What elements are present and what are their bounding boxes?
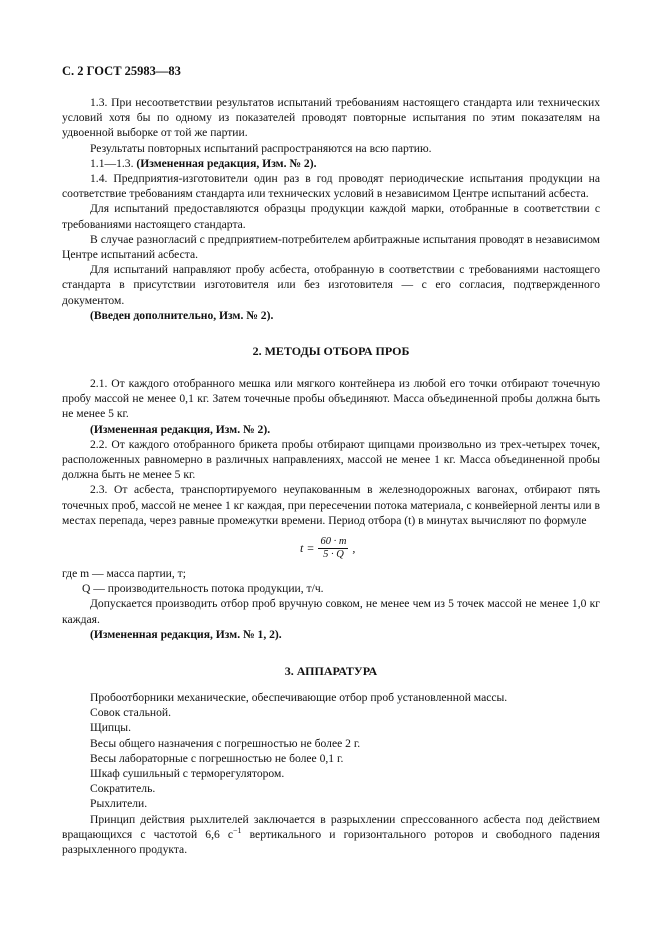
section-3-title: 3. АППАРАТУРА [284,664,378,678]
equipment-item: Шкаф сушильный с терморегулятором. [90,767,285,781]
amendment-note-introduced: (Введен дополнительно, Изм. № 2). [90,308,274,322]
amendment-note-2-1: (Измененная редакция, Изм. № 2). [90,422,271,436]
paragraph-samples: Для испытаний предоставляются образцы продукции каждой марки, отобранные в соответствии с требованиями настоящего стандарта. [62,202,600,231]
equipment-item: Весы лабораторные с погрешностью не более 0,1 г. [90,751,344,765]
paragraph-loosener-principle [62,812,600,858]
equipment-item: Щипцы. [90,721,131,735]
page-header: С. 2 ГОСТ 25983—83 [62,64,181,78]
paragraph-amendment-1 [62,156,600,171]
formula-where-m: где m — масса партии, т; [62,567,186,580]
paragraph-arbitration: В случае разногласий с предприятием-потребителем арбитражные испытания проводят в независимом Центре испытаний асбеста. [62,232,600,262]
principle-text-start: Принцип действия рыхлителей заключается в разрыхлении спрессованного асбеста под действием вращающихся с частотой 6,6 с [62,812,600,841]
paragraph-2-2: 2.2. От каждого отобранного брикета пробы отбирают щипцами произвольно из трех-четырех точек, расположенных равномерно в различных направлениях, массой не менее 1 кг. Масса объединенной пробы должна быть не менее 5 кг. [62,437,600,482]
section-2-body-continued [62,566,600,642]
formula-tail: , [352,540,356,555]
formula-numerator: 60 · m [320,536,347,547]
equipment-item: Весы общего назначения с погрешностью не более 2 г. [90,736,361,750]
formula-lhs: t = [300,540,315,555]
amendment-range: 1.1—1.3. [90,156,134,170]
paragraph-1-3: 1.3. При несоответствии результатов испытаний требованиям настоящего стандарта или технических условий хотя бы по одному из показателей проводят повторные испытания по этим показателям на удвоенной выборке от той же партии. [62,96,600,140]
equipment-item: Сократитель. [90,782,156,796]
equipment-item: Пробоотборники механические, обеспечивающие отбор проб установленной массы. [90,691,508,704]
paragraph-repeat-results: Результаты повторных испытаний распространяются на всю партию. [90,141,432,155]
section-3-body [62,690,600,857]
section-1-continuation [62,95,600,323]
paragraph-1-4: 1.4. Предприятия-изготовители один раз в год проводят периодические испытания продукции на соответствие требованиям стандарта или технических условий в независимом Центре испытаний асбеста. [62,172,600,201]
frequency-exponent: −1 [233,825,242,835]
formula-fraction [318,536,348,561]
equipment-item: Совок стальной. [90,706,172,720]
paragraph-manual-sampling: Допускается производить отбор проб вручную совком, не менее чем из 5 точек массой не менее 1,0 кг каждая. [62,597,600,626]
amendment-note-2-3: (Измененная редакция, Изм. № 1, 2). [90,627,282,641]
formula-where-q: Q — производительность потока продукции, т/ч. [82,582,324,596]
section-2-title: 2. МЕТОДЫ ОТБОРА ПРОБ [252,344,410,358]
equipment-item: Рыхлители. [90,797,148,811]
formula-period [300,536,355,561]
principle-text-end: вертикального и горизонтального роторов и свободного падения разрыхленного продукта. [62,827,600,857]
paragraph-sample-sending: Для испытаний направляют пробу асбеста, отобранную в соответствии с требованиями настоящего стандарта в присутствии изготовителя или без изготовителя — с его согласия, подтвержденного документом. [62,263,600,307]
paragraph-2-3: 2.3. От асбеста, транспортируемого неупакованным в железнодорожных вагонах, отбирают пять точечных проб, массой не менее 1 кг каждая, при пересечении потока материала, с конвейерной ленты или в местах перепада, через равные промежутки времени. Период отбора (t) в минутах вычисляют по формуле [62,483,600,527]
amendment-note: (Измененная редакция, Изм. № 2). [136,156,317,170]
section-2-body [62,376,600,528]
formula-denominator: 5 · Q [323,549,344,560]
paragraph-2-1: 2.1. От каждого отобранного мешка или мягкого контейнера из любой его точки отбирают точечную пробу массой не менее 0,1 кг. Затем точечные пробы объединяют. Масса объединенной пробы должна быть не менее 5 кг. [62,377,600,421]
